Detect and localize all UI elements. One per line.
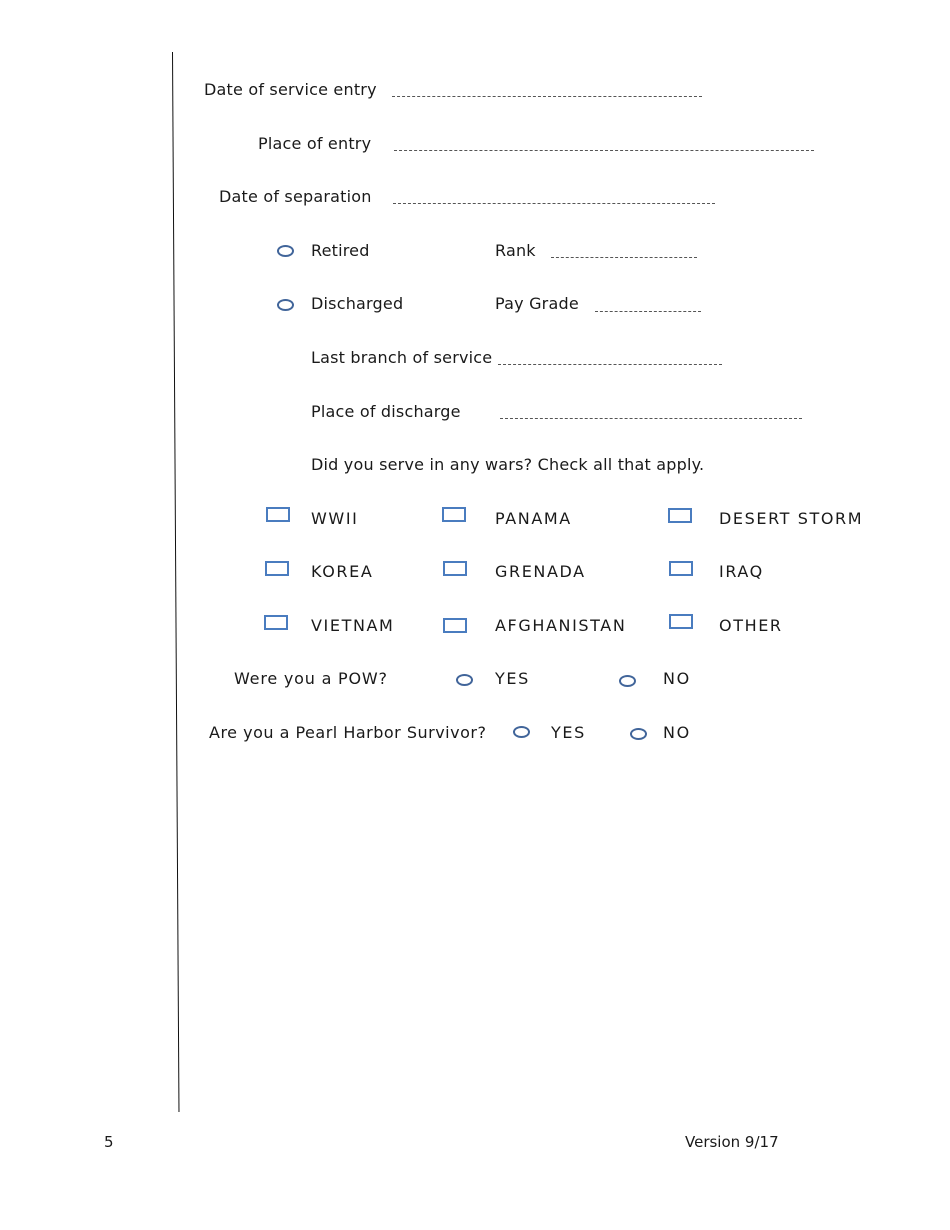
vietnam-label: VIETNAM bbox=[311, 616, 395, 635]
iraq-checkbox[interactable] bbox=[669, 561, 693, 576]
discharged-label: Discharged bbox=[311, 294, 404, 313]
pearl-harbor-yes-radio[interactable] bbox=[513, 726, 530, 738]
grenada-label: GRENADA bbox=[495, 562, 586, 581]
grenada-checkbox[interactable] bbox=[443, 561, 467, 576]
page-number: 5 bbox=[104, 1133, 114, 1151]
panama-label: PANAMA bbox=[495, 509, 572, 528]
version-label: Version 9/17 bbox=[685, 1133, 779, 1151]
service-entry-field[interactable] bbox=[392, 96, 702, 97]
desert-storm-checkbox[interactable] bbox=[668, 508, 692, 523]
wwii-label: WWII bbox=[311, 509, 359, 528]
pow-no-label: NO bbox=[663, 669, 691, 688]
iraq-label: IRAQ bbox=[719, 562, 764, 581]
pow-yes-radio[interactable] bbox=[456, 674, 473, 686]
place-of-discharge-field[interactable] bbox=[500, 418, 802, 419]
vietnam-checkbox[interactable] bbox=[264, 615, 288, 630]
other-checkbox[interactable] bbox=[669, 614, 693, 629]
margin-rule bbox=[172, 52, 180, 1112]
separation-label: Date of separation bbox=[219, 187, 372, 206]
last-branch-label: Last branch of service bbox=[311, 348, 493, 367]
korea-checkbox[interactable] bbox=[265, 561, 289, 576]
rank-label: Rank bbox=[495, 241, 536, 260]
pearl-harbor-no-label: NO bbox=[663, 723, 691, 742]
pearl-harbor-question: Are you a Pearl Harbor Survivor? bbox=[209, 723, 487, 742]
pow-yes-label: YES bbox=[495, 669, 530, 688]
pay-grade-field[interactable] bbox=[595, 311, 701, 312]
wars-question: Did you serve in any wars? Check all that apply. bbox=[311, 455, 705, 474]
pay-grade-label: Pay Grade bbox=[495, 294, 579, 313]
afghanistan-checkbox[interactable] bbox=[443, 618, 467, 633]
service-entry-label: Date of service entry bbox=[204, 80, 377, 99]
last-branch-field[interactable] bbox=[498, 364, 722, 365]
discharged-radio[interactable] bbox=[277, 299, 294, 311]
desert-storm-label: DESERT STORM bbox=[719, 509, 864, 528]
wwii-checkbox[interactable] bbox=[266, 507, 290, 522]
afghanistan-label: AFGHANISTAN bbox=[495, 616, 627, 635]
separation-field[interactable] bbox=[393, 203, 715, 204]
place-of-discharge-label: Place of discharge bbox=[311, 402, 461, 421]
place-of-entry-field[interactable] bbox=[394, 150, 814, 151]
other-label: OTHER bbox=[719, 616, 783, 635]
pearl-harbor-yes-label: YES bbox=[551, 723, 586, 742]
place-of-entry-label: Place of entry bbox=[258, 134, 372, 153]
korea-label: KOREA bbox=[311, 562, 374, 581]
retired-label: Retired bbox=[311, 241, 370, 260]
rank-field[interactable] bbox=[551, 257, 697, 258]
pow-no-radio[interactable] bbox=[619, 675, 636, 687]
retired-radio[interactable] bbox=[277, 245, 294, 257]
pearl-harbor-no-radio[interactable] bbox=[630, 728, 647, 740]
pow-question: Were you a POW? bbox=[234, 669, 388, 688]
panama-checkbox[interactable] bbox=[442, 507, 466, 522]
